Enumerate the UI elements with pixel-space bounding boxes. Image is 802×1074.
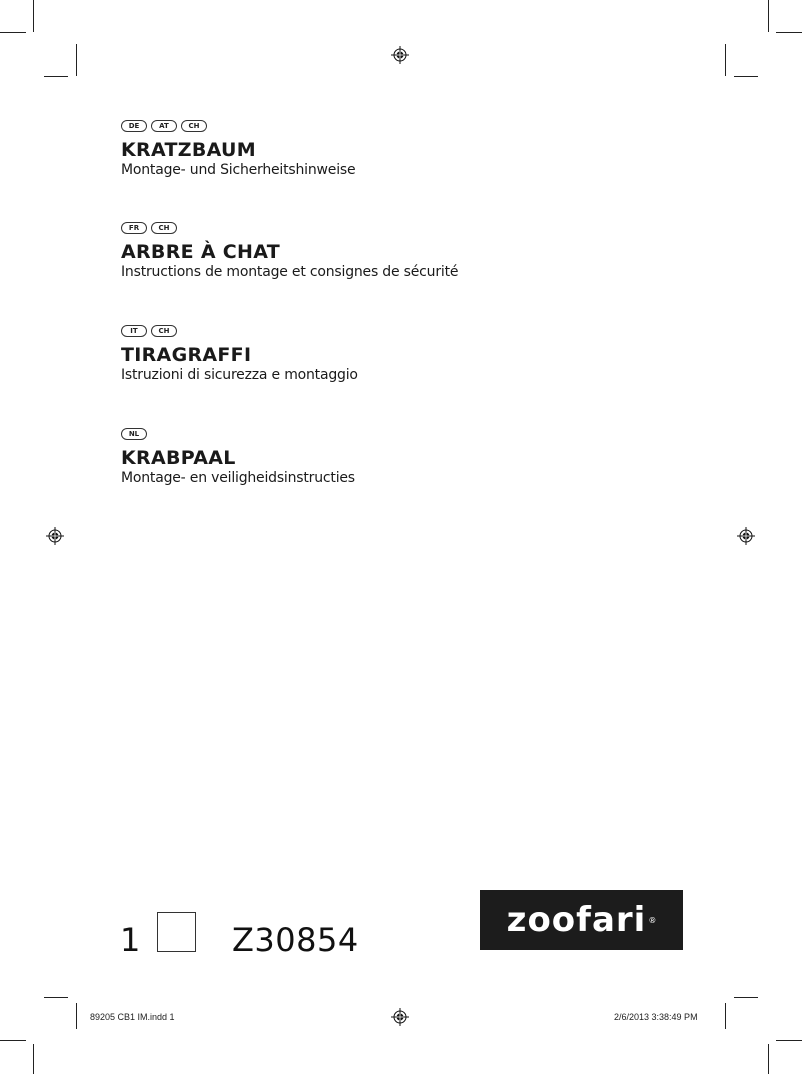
country-badges [121, 120, 355, 132]
crop-mark [44, 997, 68, 998]
section-subtitle: Instructions de montage et consignes de sécurité [121, 264, 459, 280]
registered-mark: ® [648, 915, 657, 925]
crop-mark [0, 32, 26, 33]
country-badge: FR [121, 222, 147, 234]
crop-mark [725, 1003, 726, 1029]
zoofari-logo [480, 890, 683, 950]
section-title: KRABPAAL [121, 447, 236, 469]
registration-mark-icon [391, 1008, 409, 1026]
country-badge: CH [151, 325, 177, 337]
country-badges [121, 428, 355, 440]
country-badge: NL [121, 428, 147, 440]
section-title: ARBRE À CHAT [121, 241, 280, 263]
country-badge: CH [151, 222, 177, 234]
crop-mark [44, 76, 68, 77]
language-section-nl [121, 428, 355, 487]
registration-mark-icon [737, 527, 755, 545]
crop-mark [734, 76, 758, 77]
country-badge: DE [121, 120, 147, 132]
crop-mark [76, 44, 77, 76]
country-badge: AT [151, 120, 177, 132]
crop-mark [768, 1044, 769, 1074]
language-section-it [121, 325, 358, 384]
slug-datetime: 2/6/2013 3:38:49 PM [614, 1012, 698, 1022]
crop-mark [33, 1044, 34, 1074]
section-title: KRATZBAUM [121, 139, 256, 161]
country-badges [121, 325, 358, 337]
registration-mark-icon [391, 46, 409, 64]
crop-mark [768, 0, 769, 32]
section-subtitle: Istruzioni di sicurezza e montaggio [121, 367, 358, 383]
country-badge: IT [121, 325, 147, 337]
language-section-de [121, 120, 355, 179]
section-subtitle: Montage- en veiligheidsinstructies [121, 470, 355, 486]
section-title: TIRAGRAFFI [121, 344, 252, 366]
crop-mark [76, 1003, 77, 1029]
registration-mark-icon [46, 527, 64, 545]
logo-text: zoofari [506, 900, 647, 940]
crop-mark [33, 0, 34, 32]
model-number: Z30854 [232, 921, 359, 959]
crop-mark [734, 997, 758, 998]
crop-mark [725, 44, 726, 76]
page-box [157, 912, 196, 952]
country-badge: CH [181, 120, 207, 132]
crop-mark [776, 1040, 802, 1041]
crop-mark [0, 1040, 26, 1041]
country-badges [121, 222, 458, 234]
crop-mark [776, 32, 802, 33]
section-subtitle: Montage- und Sicherheitshinweise [121, 162, 356, 178]
language-section-fr [121, 222, 458, 281]
page-number: 1 [120, 921, 141, 959]
slug-file-info: 89205 CB1 IM.indd 1 [90, 1012, 175, 1022]
